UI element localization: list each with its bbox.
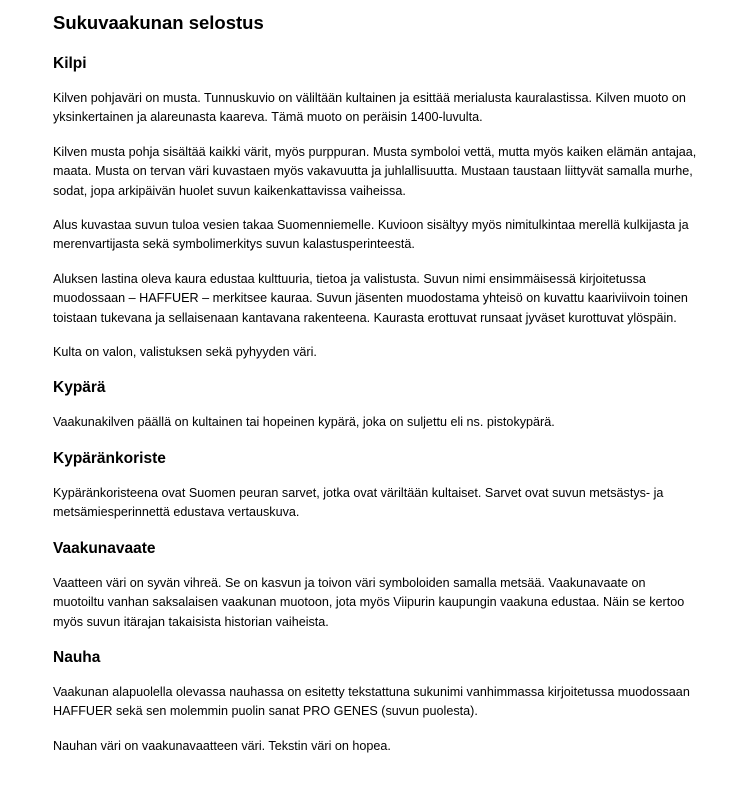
section-kilpi xyxy=(53,53,700,362)
section-heading: Nauha xyxy=(53,648,101,666)
paragraph: Vaakunan alapuolella olevassa nauhassa on esitetty tekstattuna sukunimi vanhimmassa kirjoitetussa muodossaan HAFFUER sekä sen molemmin puolin sanat PRO GENES (suvun puolesta). xyxy=(53,684,690,719)
section-heading: Kypärä xyxy=(53,379,106,397)
section-heading: Vaakunavaate xyxy=(53,539,156,557)
document-title: Sukuvaakunan selostus xyxy=(53,12,264,33)
paragraph: Kilven musta pohja sisältää kaikki värit, myös purppuran. Musta symboloi vettä, mutta myös kaiken elämän antajaa, maata. Musta on tervan väri kuvastaen myös vakavuutta ja juhlallisuutta. Mustaan taustaan liittyvät samalla murhe, sodat, jopa arkipäivän huolet suvun kaikenkattavissa vaiheissa. xyxy=(53,144,697,198)
paragraph: Alus kuvastaa suvun tuloa vesien takaa Suomenniemelle. Kuvioon sisältyy myös nimitulkintaa merellä kulkijasta ja merenvartijasta sekä symbolimerkitys suvun kalastusperinteestä. xyxy=(53,218,689,252)
section-kypara xyxy=(53,377,700,432)
section-heading: Kilpi xyxy=(53,55,87,72)
paragraph: Aluksen lastina oleva kaura edustaa kulttuuria, tietoa ja valistusta. Suvun nimi ensimmäisessä kirjoitetussa muodossaan – HAFFUER – merkitsee kauraa. Suvun jäsenten muodostama yhteisö on kuvattu kaariviivoin toinen toistaan tukevana ja sellaisenaan kantavana rakenteena. Kaurasta erottuvat runsaat jyväset kurottuvat ylöspäin. xyxy=(53,271,688,325)
paragraph: Kulta on valon, valistuksen sekä pyhyyden väri. xyxy=(53,345,317,360)
paragraph: Vaatteen väri on syvän vihreä. Se on kasvun ja toivon väri symboloiden samalla metsää. Vaakunavaate on muotoiltu vanhan saksalaisen vaakunan muotoon, jota myös Viipurin kaupungin vaakuna edustaa. Näin se kertoo myös suvun itärajan takaisista historian vaiheista. xyxy=(53,575,685,629)
section-nauha xyxy=(53,647,700,756)
paragraph: Vaakunakilven päällä on kultainen tai hopeinen kypärä, joka on suljettu eli ns. pistokypärä. xyxy=(53,415,555,430)
paragraph: Kilven pohjaväri on musta. Tunnuskuvio on väliltään kultainen ja esittää merialusta kauralastissa. Kilven muoto on yksinkertainen ja alareunasta kaareva. Tämä muoto on peräisin 1400-luvulta. xyxy=(53,91,686,125)
paragraph: Kypäränkoristeena ovat Suomen peuran sarvet, jotka ovat väriltään kultaiset. Sarvet ovat suvun metsästys- ja metsämiesperinnettä edustava vertauskuva. xyxy=(53,485,664,520)
section-vaakunavaate xyxy=(53,538,700,632)
section-kyparankoriste xyxy=(53,448,700,523)
paragraph: Nauhan väri on vaakunavaatteen väri. Tekstin väri on hopea. xyxy=(53,738,391,753)
section-heading: Kypäränkoriste xyxy=(53,449,166,467)
